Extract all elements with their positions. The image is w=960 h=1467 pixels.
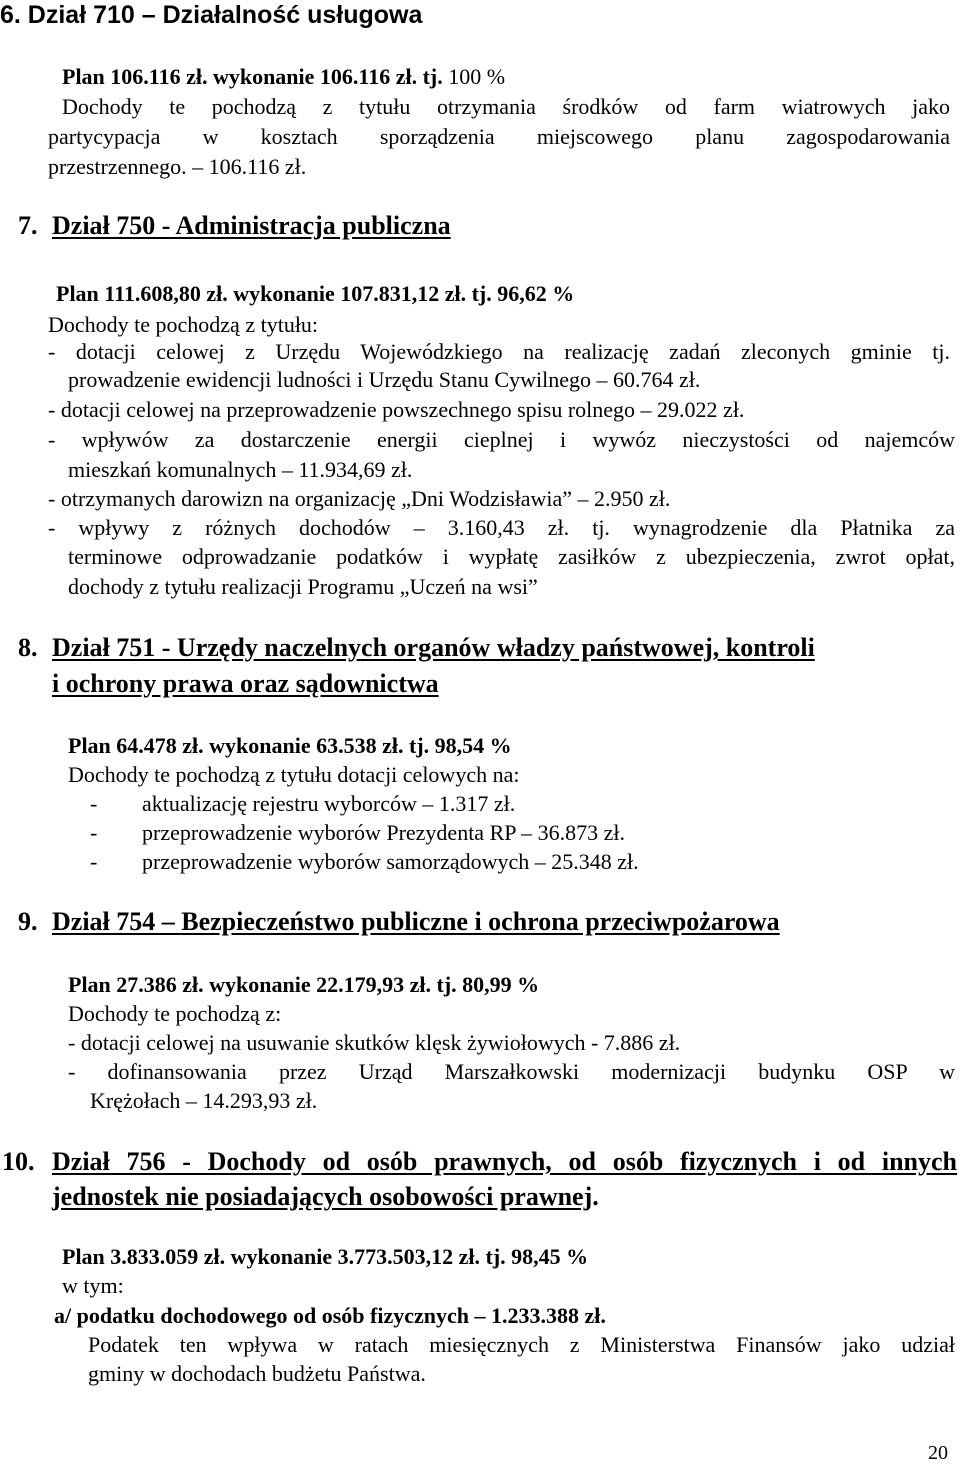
section-10-number: 10.: [2, 1147, 35, 1176]
section-10-item-a: a/ podatku dochodowego od osób fizycznych – 1.233.388 zł.: [54, 1303, 606, 1328]
section-10-line-1: Podatek ten wpływa w ratach miesięcznych z Ministerstwa Finansów jako udział: [88, 1332, 955, 1357]
section-10-title-line-1: Dział 756 - Dochody od osób prawnych, od osób fizycznych i od innych: [52, 1147, 957, 1176]
section-8-title-line-1: Dział 751 - Urzędy naczelnych organów władzy państwowej, kontroli: [52, 633, 815, 662]
section-7-line-6: - otrzymanych darowizn na organizację „Dni Wodzisławia” – 2.950 zł.: [48, 486, 671, 511]
section-7-line-9: dochody z tytułu realizacji Programu „Uczeń na wsi”: [68, 574, 538, 599]
section-7-number: 7.: [18, 211, 38, 240]
section-6-line-1: Dochody te pochodzą z tytułu otrzymania środków od farm wiatrowych jako: [62, 94, 950, 119]
section-6-title: 6. Dział 710 – Działalność usługowa: [0, 1, 423, 29]
section-9-line-1: - dotacji celowej na usuwanie skutków klęsk żywiołowych - 7.886 zł.: [68, 1030, 681, 1055]
section-8-intro: Dochody te pochodzą z tytułu dotacji celowych na:: [68, 762, 520, 787]
section-6-plan-text: Plan 106.116 zł. wykonanie 106.116 zł. tj.: [62, 64, 443, 89]
section-6-plan-pct: 100 %: [442, 64, 506, 89]
section-8-item-3: przeprowadzenie wyborów samorządowych – 25.348 zł.: [142, 849, 639, 874]
section-7-intro: Dochody te pochodzą z tytułu:: [48, 312, 319, 337]
section-6-line-2: partycypacja w kosztach sporządzenia miejscowego planu zagospodarowania: [48, 124, 950, 149]
section-6-plan: [62, 64, 505, 90]
section-8-item-2: przeprowadzenie wyborów Prezydenta RP – 36.873 zł.: [142, 820, 626, 845]
section-10-plan: Plan 3.833.059 zł. wykonanie 3.773.503,12 zł. tj. 98,45 %: [62, 1244, 589, 1269]
section-10-line-2: gminy w dochodach budżetu Państwa.: [88, 1361, 426, 1386]
section-8-dash-3: -: [90, 849, 98, 874]
section-6-line-3: przestrzennego. – 106.116 zł.: [48, 154, 307, 179]
section-7-line-8: terminowe odprowadzanie podatków i wypłatę zasiłków z ubezpieczenia, zwrot opłat,: [68, 544, 955, 569]
section-7-line-5: mieszkań komunalnych – 11.934,69 zł.: [68, 457, 413, 482]
section-10-title-line-2-text: jednostek nie posiadających osobowości prawnej: [52, 1182, 593, 1211]
section-7-line-7: - wpływy z różnych dochodów – 3.160,43 zł. tj. wynagrodzenie dla Płatnika za: [48, 515, 955, 540]
section-8-dash-2: -: [90, 820, 98, 845]
section-8-title-line-2: i ochrony prawa oraz sądownictwa: [52, 669, 439, 698]
section-9-line-2: - dofinansowania przez Urząd Marszałkowski modernizacji budynku OSP w: [68, 1059, 955, 1084]
section-9-line-3: Krężołach – 14.293,93 zł.: [90, 1088, 318, 1113]
section-7-plan: Plan 111.608,80 zł. wykonanie 107.831,12 zł. tj. 96,62 %: [56, 281, 575, 306]
section-9-title: Dział 754 – Bezpieczeństwo publiczne i ochrona przeciwpożarowa: [52, 907, 780, 936]
section-7-line-3: - dotacji celowej na przeprowadzenie powszechnego spisu rolnego – 29.022 zł.: [48, 397, 745, 422]
section-8-dash-1: -: [90, 791, 98, 816]
section-10-title-line-2: [52, 1181, 599, 1213]
section-8-number: 8.: [18, 633, 38, 662]
section-7-title: Dział 750 - Administracja publiczna: [52, 211, 451, 240]
section-9-plan: Plan 27.386 zł. wykonanie 22.179,93 zł. tj. 80,99 %: [68, 972, 540, 997]
section-9-intro: Dochody te pochodzą z:: [68, 1001, 282, 1026]
section-10-title-line-2-end: .: [592, 1182, 599, 1211]
section-8-plan: Plan 64.478 zł. wykonanie 63.538 zł. tj. 98,54 %: [68, 733, 512, 758]
section-9-number: 9.: [18, 907, 38, 936]
section-8-item-1: aktualizację rejestru wyborców – 1.317 zł.: [142, 791, 516, 816]
section-7-line-2: prowadzenie ewidencji ludności i Urzędu Stanu Cywilnego – 60.764 zł.: [68, 367, 701, 392]
section-7-line-4: - wpływów za dostarczenie energii cieplnej i wywóz nieczystości od najemców: [48, 427, 955, 452]
section-7-line-1: - dotacji celowej z Urzędu Wojewódzkiego na realizację zadań zleconych gminie tj.: [48, 339, 950, 364]
page-number: 20: [928, 1442, 948, 1464]
section-10-wtym: w tym:: [62, 1273, 124, 1298]
